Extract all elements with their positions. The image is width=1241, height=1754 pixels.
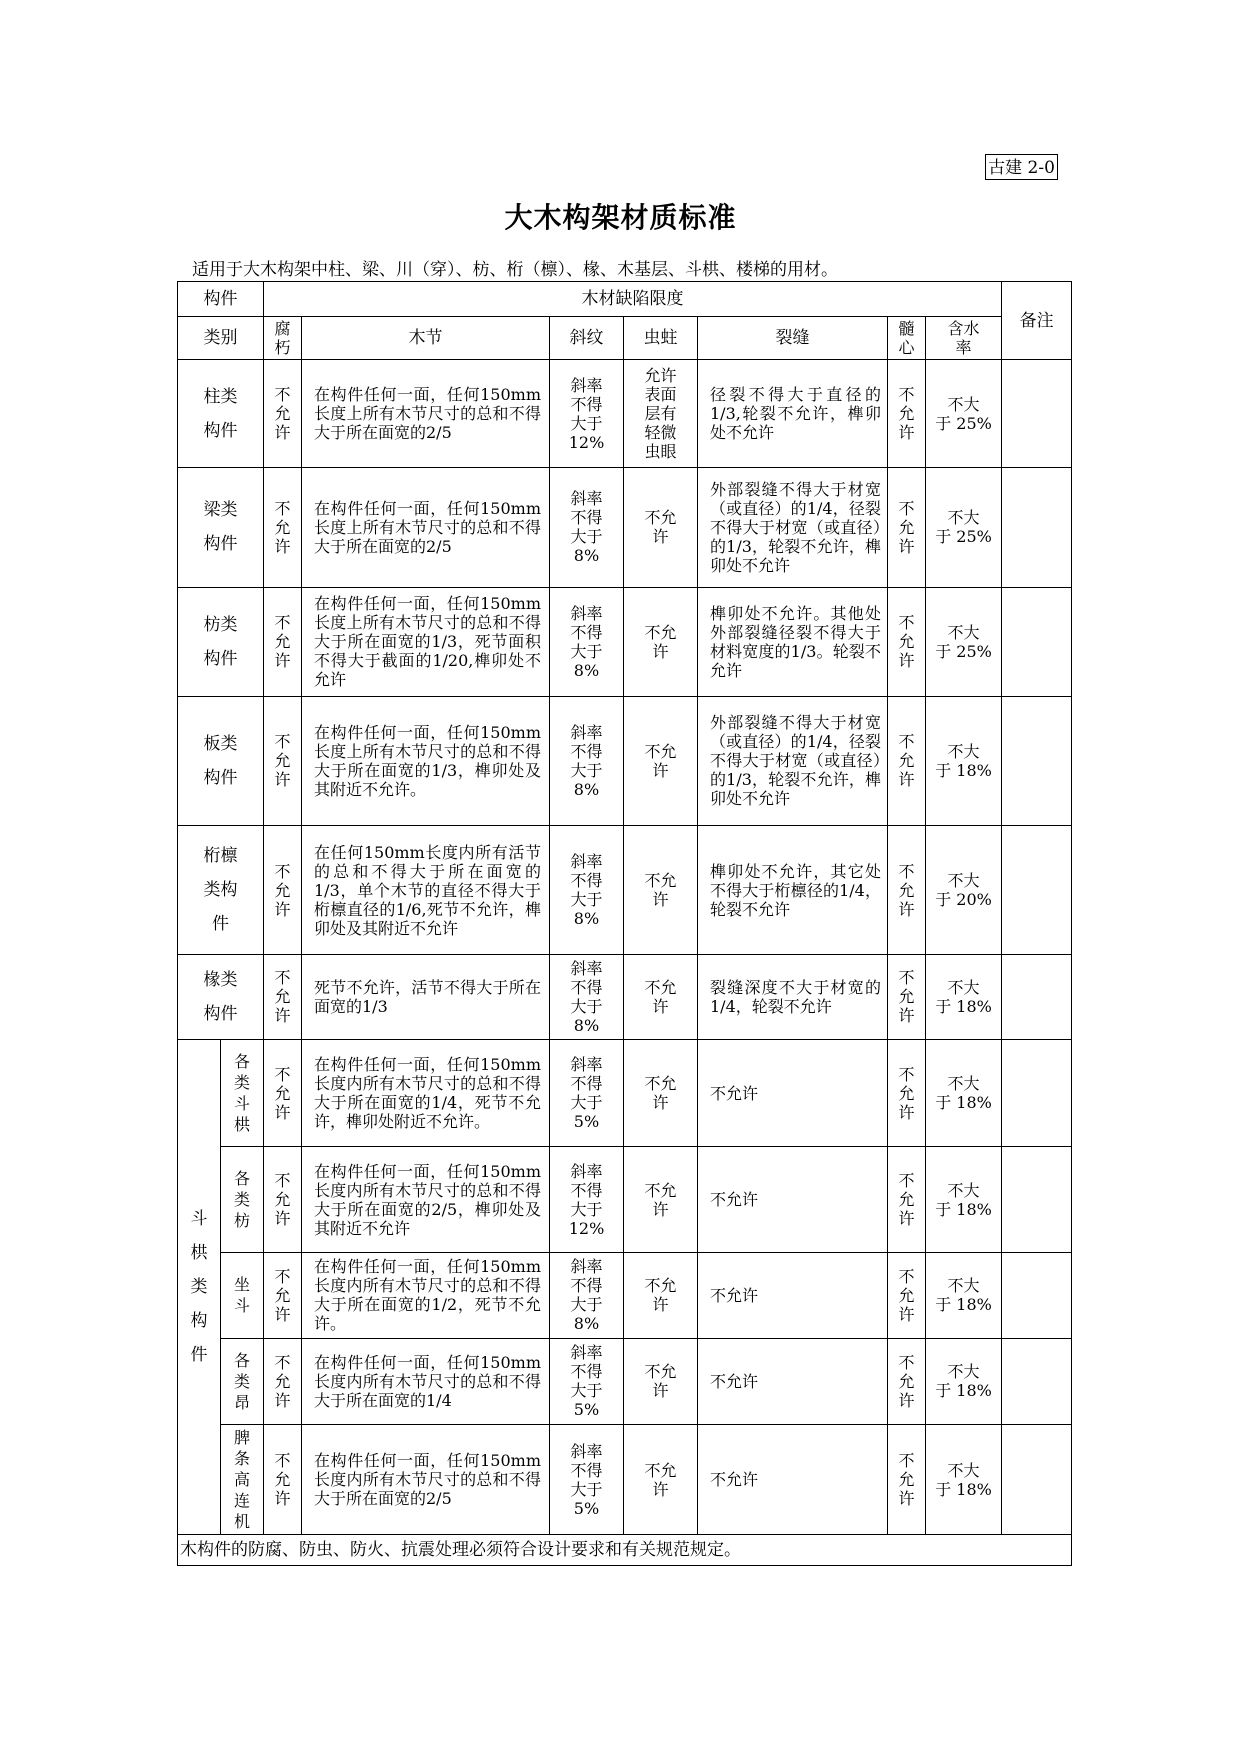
knots-cell: 在构件任何一面，任何150mm长度上所有木节尺寸的总和不得大于所在面宽的2/5: [302, 360, 550, 468]
insects-cell: 不允 许: [624, 696, 698, 826]
decay-cell: 不 允 许: [264, 587, 302, 696]
insects-cell: 允许 表面 层有 轻微 虫眼: [624, 360, 698, 468]
knots-cell: 在构件任何一面，任何150mm长度内所有木节尺寸的总和不得大于所在面宽的2/5: [302, 1424, 550, 1534]
decay-cell: 不 允 许: [264, 696, 302, 826]
category-cell: 椽类 构件: [178, 954, 264, 1039]
cracks-cell: 不允许: [698, 1338, 888, 1424]
remarks-cell: [1002, 696, 1072, 826]
header-category-bottom: 类别: [178, 316, 264, 359]
cracks-cell: 不允许: [698, 1147, 888, 1253]
remarks-cell: [1002, 468, 1072, 587]
remarks-cell: [1002, 360, 1072, 468]
remarks-cell: [1002, 1338, 1072, 1424]
cracks-cell: 裂缝深度不大于材宽的1/4，轮裂不允许: [698, 954, 888, 1039]
header-moisture: 含水 率: [926, 316, 1002, 359]
insects-cell: 不允 许: [624, 1338, 698, 1424]
cracks-cell: 不允许: [698, 1040, 888, 1147]
cracks-cell: 径裂不得大于直径的1/3,轮裂不允许，榫卯处不允许: [698, 360, 888, 468]
dougong-group-cell: 斗 栱 类 构 件: [178, 1040, 221, 1535]
insects-cell: 不允 许: [624, 826, 698, 955]
page-title: 大木构架材质标准: [504, 201, 737, 234]
moisture-cell: 不大 于 18%: [926, 1338, 1002, 1424]
cracks-cell: 不允许: [698, 1253, 888, 1338]
pith-cell: 不 允 许: [888, 1147, 926, 1253]
table-row: [178, 1338, 1072, 1424]
moisture-cell: 不大 于 18%: [926, 696, 1002, 826]
table-row: [178, 360, 1072, 468]
decay-cell: 不 允 许: [264, 1338, 302, 1424]
decay-cell: 不 允 许: [264, 1040, 302, 1147]
knots-cell: 死节不允许，活节不得大于所在面宽的1/3: [302, 954, 550, 1039]
pith-cell: 不 允 许: [888, 1040, 926, 1147]
table-row: [178, 1040, 1072, 1147]
category-cell: 枋类 构件: [178, 587, 264, 696]
insects-cell: 不允 许: [624, 1424, 698, 1534]
grain-cell: 斜率 不得 大于 12%: [550, 1147, 624, 1253]
remarks-cell: [1002, 1147, 1072, 1253]
insects-cell: 不允 许: [624, 587, 698, 696]
table-row: [178, 587, 1072, 696]
remarks-cell: [1002, 1424, 1072, 1534]
pith-cell: 不 允 许: [888, 826, 926, 955]
pith-cell: 不 允 许: [888, 1424, 926, 1534]
material-standard-table: [177, 281, 1072, 1566]
insects-cell: 不允 许: [624, 954, 698, 1039]
subcategory-cell: 各 类 斗 栱: [221, 1040, 264, 1147]
footer-note: 木构件的防腐、防虫、防火、抗震处理必须符合设计要求和有关规范规定。: [178, 1535, 1072, 1566]
pith-cell: 不 允 许: [888, 1338, 926, 1424]
grain-cell: 斜率 不得 大于 8%: [550, 954, 624, 1039]
table-row: [178, 1424, 1072, 1534]
moisture-cell: 不大 于 18%: [926, 1253, 1002, 1338]
insects-cell: 不允 许: [624, 468, 698, 587]
header-decay: 腐 朽: [264, 316, 302, 359]
table-row: [178, 696, 1072, 826]
pith-cell: 不 允 许: [888, 696, 926, 826]
grain-cell: 斜率 不得 大于 5%: [550, 1040, 624, 1147]
grain-cell: 斜率 不得 大于 5%: [550, 1424, 624, 1534]
grain-cell: 斜率 不得 大于 8%: [550, 587, 624, 696]
header-remarks: 备注: [1002, 282, 1072, 360]
header-insects: 虫蛀: [624, 316, 698, 359]
table-row: [178, 1147, 1072, 1253]
moisture-cell: 不大 于 18%: [926, 954, 1002, 1039]
insects-cell: 不允 许: [624, 1253, 698, 1338]
remarks-cell: [1002, 1253, 1072, 1338]
header-knots: 木节: [302, 316, 550, 359]
header-grain: 斜纹: [550, 316, 624, 359]
cracks-cell: 外部裂缝不得大于材宽（或直径）的1/4，径裂不得大于材宽（或直径）的1/3，轮裂不允许，榫卯处不允许: [698, 468, 888, 587]
category-cell: 板类 构件: [178, 696, 264, 826]
cracks-cell: 榫卯处不允许，其它处不得大于桁檩径的1/4，轮裂不允许: [698, 826, 888, 955]
pith-cell: 不 允 许: [888, 360, 926, 468]
subcategory-cell: 各 类 枋: [221, 1147, 264, 1253]
remarks-cell: [1002, 826, 1072, 955]
grain-cell: 斜率 不得 大于 8%: [550, 826, 624, 955]
subcategory-cell: 脾 条 高 连 机: [221, 1424, 264, 1534]
decay-cell: 不 允 许: [264, 826, 302, 955]
header-defect-limit: 木材缺陷限度: [264, 282, 1002, 317]
knots-cell: 在任何150mm长度内所有活节的总和不得大于所在面宽的1/3，单个木节的直径不得大于桁檩直径的1/6,死节不允许，榫卯处及其附近不允许: [302, 826, 550, 955]
pith-cell: 不 允 许: [888, 954, 926, 1039]
category-cell: 梁类 构件: [178, 468, 264, 587]
decay-cell: 不 允 许: [264, 1424, 302, 1534]
remarks-cell: [1002, 954, 1072, 1039]
pith-cell: 不 允 许: [888, 1253, 926, 1338]
header-cracks: 裂缝: [698, 316, 888, 359]
table-row: [178, 468, 1072, 587]
moisture-cell: 不大 于 18%: [926, 1424, 1002, 1534]
category-cell: 桁檩 类构 件: [178, 826, 264, 955]
decay-cell: 不 允 许: [264, 1147, 302, 1253]
scope-text: 适用于大木构架中柱、梁、川（穿）、枋、桁（檩）、椽、木基层、斗栱、楼梯的用材。: [192, 260, 838, 280]
decay-cell: 不 允 许: [264, 954, 302, 1039]
grain-cell: 斜率 不得 大于 8%: [550, 696, 624, 826]
grain-cell: 斜率 不得 大于 12%: [550, 360, 624, 468]
cracks-cell: 榫卯处不允许。其他处外部裂缝径裂不得大于材料宽度的1/3。轮裂不允许: [698, 587, 888, 696]
moisture-cell: 不大 于 18%: [926, 1040, 1002, 1147]
moisture-cell: 不大 于 25%: [926, 360, 1002, 468]
cracks-cell: 外部裂缝不得大于材宽（或直径）的1/4，径裂不得大于材宽（或直径）的1/3，轮裂不允许，榫卯处不允许: [698, 696, 888, 826]
document-code-box: 古建 2-0: [985, 154, 1058, 180]
subcategory-cell: 坐 斗: [221, 1253, 264, 1338]
cracks-cell: 不允许: [698, 1424, 888, 1534]
grain-cell: 斜率 不得 大于 8%: [550, 1253, 624, 1338]
grain-cell: 斜率 不得 大于 5%: [550, 1338, 624, 1424]
category-cell: 柱类 构件: [178, 360, 264, 468]
footer-row: [178, 1535, 1072, 1566]
knots-cell: 在构件任何一面，任何150mm长度上所有木节尺寸的总和不得大于所在面宽的1/3，死节面积不得大于截面的1/20,榫卯处不允许: [302, 587, 550, 696]
decay-cell: 不 允 许: [264, 1253, 302, 1338]
moisture-cell: 不大 于 20%: [926, 826, 1002, 955]
grain-cell: 斜率 不得 大于 8%: [550, 468, 624, 587]
pith-cell: 不 允 许: [888, 587, 926, 696]
knots-cell: 在构件任何一面，任何150mm长度上所有木节尺寸的总和不得大于所在面宽的2/5: [302, 468, 550, 587]
moisture-cell: 不大 于 18%: [926, 1147, 1002, 1253]
remarks-cell: [1002, 1040, 1072, 1147]
moisture-cell: 不大 于 25%: [926, 587, 1002, 696]
knots-cell: 在构件任何一面，任何150mm长度内所有木节尺寸的总和不得大于所在面宽的1/2，死节不允许。: [302, 1253, 550, 1338]
table-row: [178, 1253, 1072, 1338]
knots-cell: 在构件任何一面，任何150mm长度内所有木节尺寸的总和不得大于所在面宽的2/5，榫卯处及其附近不允许: [302, 1147, 550, 1253]
header-row-2: [178, 316, 1072, 359]
table-row: [178, 826, 1072, 955]
subcategory-cell: 各 类 昂: [221, 1338, 264, 1424]
knots-cell: 在构件任何一面，任何150mm长度内所有木节尺寸的总和不得大于所在面宽的1/4: [302, 1338, 550, 1424]
decay-cell: 不 允 许: [264, 360, 302, 468]
pith-cell: 不 允 许: [888, 468, 926, 587]
insects-cell: 不允 许: [624, 1147, 698, 1253]
header-category-top: 构件: [178, 282, 264, 317]
decay-cell: 不 允 许: [264, 468, 302, 587]
moisture-cell: 不大 于 25%: [926, 468, 1002, 587]
header-row-1: [178, 282, 1072, 317]
knots-cell: 在构件任何一面，任何150mm长度内所有木节尺寸的总和不得大于所在面宽的1/4，死节不允许，榫卯处附近不允许。: [302, 1040, 550, 1147]
header-pith: 髓 心: [888, 316, 926, 359]
knots-cell: 在构件任何一面，任何150mm长度上所有木节尺寸的总和不得大于所在面宽的1/3，榫卯处及其附近不允许。: [302, 696, 550, 826]
remarks-cell: [1002, 587, 1072, 696]
table-row: [178, 954, 1072, 1039]
insects-cell: 不允 许: [624, 1040, 698, 1147]
